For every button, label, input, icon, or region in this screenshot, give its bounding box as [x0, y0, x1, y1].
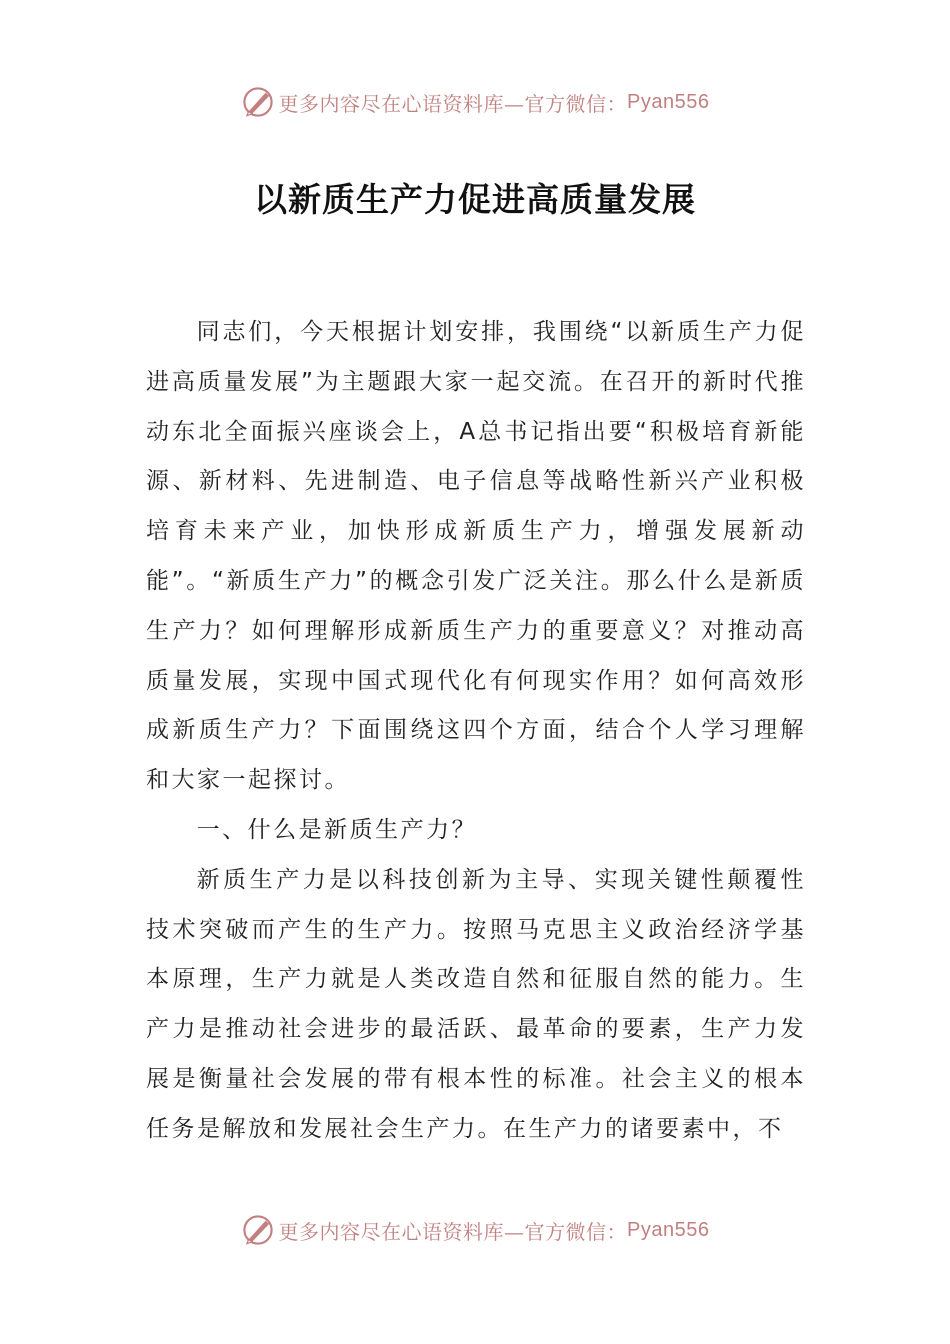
watermark-text: 更多内容尽在心语资料库—官方微信：	[278, 91, 628, 116]
watermark-text: 更多内容尽在心语资料库—官方微信：	[278, 1219, 628, 1244]
paragraph-intro: 同志们，今天根据计划安排，我围绕“以新质生产力促进高质量发展”为主题跟大家一起交流。在召开的新时代推动东北全面振兴座谈会上，A总书记指出要“积极培育新能源、新材料、先进制造、电子信息等战略性新兴产业积极培育未来产业，加快形成新质生产力，增强发展新动能”。“新质生产力”的概念引发广泛关注。那么什么是新质生产力？如何理解形成新质生产力的重要意义？对推动高质量发展，实现中国式现代化有何现实作用？如何高效形成新质生产力？下面围绕这四个方面，结合个人学习理解和大家一起探讨。	[146, 319, 806, 794]
document-title: 以新质生产力促进高质量发展	[254, 180, 696, 219]
pen-logo-icon	[241, 1213, 275, 1247]
paragraph-section-1: 新质生产力是以科技创新为主导、实现关键性颠覆性技术突破而产生的生产力。按照马克思主义政治经济学基本原理，生产力就是人类改造自然和征服自然的能力。生产力是推动社会进步的最活跃、最革命的要素，生产力发展是衡量社会发展的带有根本性的标准。社会主义的根本任务是解放和发展社会生产力。在生产力的诸要素中，不	[146, 866, 806, 1142]
watermark-wechat-id: Pyan556	[627, 1218, 710, 1241]
document-body	[146, 308, 806, 1155]
watermark-wechat-id: Pyan556	[627, 90, 710, 113]
pen-logo-icon	[241, 85, 275, 119]
section-heading-1: 一、什么是新质生产力？	[196, 816, 478, 843]
watermark-header	[0, 82, 950, 122]
watermark-footer	[0, 1210, 950, 1250]
